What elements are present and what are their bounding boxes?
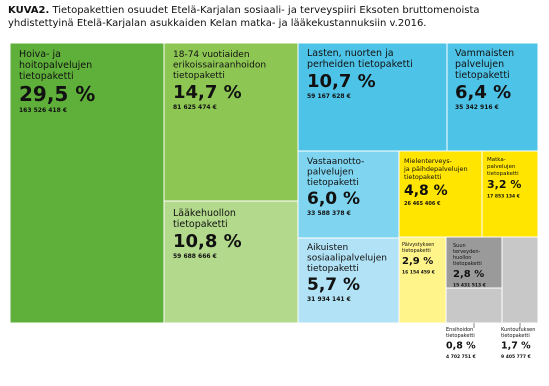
figure-number: KUVA2. xyxy=(8,5,50,16)
treemap-tile-name-4: Lasten, nuorten ja xyxy=(307,48,394,59)
treemap-tile-name-8: Mielenterveys- xyxy=(404,157,452,165)
treemap-tile-name-13: Kuntoutuksen xyxy=(501,327,536,333)
treemap-tile-percent-13: 1,7 % xyxy=(501,340,531,352)
treemap-tile-name-7: Aikuisten xyxy=(307,243,349,253)
treemap-tile-percent-8: 4,8 % xyxy=(404,183,448,199)
treemap-tile-name-11: huollon xyxy=(453,255,472,261)
treemap-tile-amount-5: 35 342 916 € xyxy=(455,104,499,111)
treemap-tile-percent-3: 10,8 % xyxy=(173,231,242,252)
treemap-tile-percent-11: 2,8 % xyxy=(453,269,485,280)
treemap-tile-percent-5: 6,4 % xyxy=(455,82,512,103)
treemap-tile-name-9: tietopaketti xyxy=(487,171,519,177)
treemap-tile-amount-3: 59 688 666 € xyxy=(173,253,217,260)
treemap-tile-amount-9: 17 853 134 € xyxy=(487,194,520,200)
treemap-tile-percent-4: 10,7 % xyxy=(307,71,376,92)
treemap-tile-12 xyxy=(446,288,502,323)
treemap-tile-amount-7: 31 934 141 € xyxy=(307,296,351,303)
treemap-tile-percent-12: 0,8 % xyxy=(446,340,476,352)
treemap-tile-13 xyxy=(502,237,538,323)
treemap-tile-percent-9: 3,2 % xyxy=(487,178,522,191)
treemap-tile-amount-8: 26 465 406 € xyxy=(404,201,441,207)
treemap-tile-name-1: hoitopalvelujen xyxy=(19,60,93,71)
treemap-tile-name-2: 18-74 vuotiaiden xyxy=(173,50,250,60)
treemap-tile-name-5: tietopaketti xyxy=(455,70,510,81)
treemap-tile-percent-2: 14,7 % xyxy=(173,82,242,103)
treemap-tile-name-6: tietopaketti xyxy=(307,178,359,188)
treemap-tile-name-7: tietopaketti xyxy=(307,264,359,274)
treemap-tile-name-12: tietopaketti xyxy=(446,333,475,339)
treemap-tile-percent-7: 5,7 % xyxy=(307,275,361,295)
treemap-tile-amount-1: 163 526 418 € xyxy=(19,107,68,114)
treemap-tile-name-9: Matka- xyxy=(487,157,506,163)
treemap-tile-name-10: Päivystyksen xyxy=(402,242,435,248)
treemap-tile-name-5: palvelujen xyxy=(455,59,505,70)
treemap-tile-amount-13: 9 405 777 € xyxy=(501,355,531,360)
treemap-tile-name-2: erikoissairaanhoidon xyxy=(173,60,267,71)
treemap-tile-name-13: tietopaketti xyxy=(501,333,530,339)
treemap-tile-name-3: tietopaketti xyxy=(173,219,228,230)
treemap-tile-amount-6: 33 588 378 € xyxy=(307,210,351,217)
treemap-tile-name-2: tietopaketti xyxy=(173,71,225,81)
treemap-tile-percent-1: 29,5 % xyxy=(19,82,96,106)
treemap-tile-name-6: Vastaanotto- xyxy=(307,157,365,167)
treemap-tile-name-12: Ensihoidon xyxy=(446,327,474,333)
treemap-tile-name-1: tietopaketti xyxy=(19,71,74,82)
treemap-tile-name-5: Vammaisten xyxy=(455,48,515,59)
treemap-tile-amount-11: 15 431 513 € xyxy=(453,283,486,289)
treemap-tile-name-6: palvelujen xyxy=(307,167,354,178)
treemap-tile-name-7: sosiaalipalvelujen xyxy=(307,253,387,264)
figure-caption-text: Tietopakettien osuudet Etelä-Karjalan sosiaali- ja terveyspiiri Eksoten bruttomenoista yhdistettyinä Etelä-Karjalan asukkaiden Kelan matka- ja lääkekustannuksiin v.2016. xyxy=(8,5,480,29)
treemap-tile-name-9: palvelujen xyxy=(487,164,516,170)
treemap-tile-name-8: ja päihdepalvelujen xyxy=(404,165,468,173)
treemap-tile-percent-6: 6,0 % xyxy=(307,189,361,209)
treemap-tile-name-8: tietopaketti xyxy=(404,173,442,181)
treemap-tile-amount-2: 81 625 474 € xyxy=(173,104,217,111)
treemap-tile-amount-10: 16 154 459 € xyxy=(402,270,435,276)
treemap-tile-name-3: Lääkehuollon xyxy=(173,208,236,219)
treemap-tile-name-11: tietopaketti xyxy=(453,261,482,267)
treemap-tile-amount-4: 59 167 628 € xyxy=(307,93,351,100)
treemap-tile-percent-10: 2,9 % xyxy=(402,256,434,267)
treemap-tile-name-1: Hoiva- ja xyxy=(19,49,61,60)
treemap-tile-name-4: perheiden tietopaketti xyxy=(307,59,413,70)
treemap-tile-name-11: terveyden- xyxy=(453,249,481,255)
treemap-tile-amount-12: 4 702 751 € xyxy=(446,355,476,360)
treemap-tile-name-11: Suun xyxy=(453,243,466,249)
treemap-tile-name-10: tietopaketti xyxy=(402,248,431,254)
